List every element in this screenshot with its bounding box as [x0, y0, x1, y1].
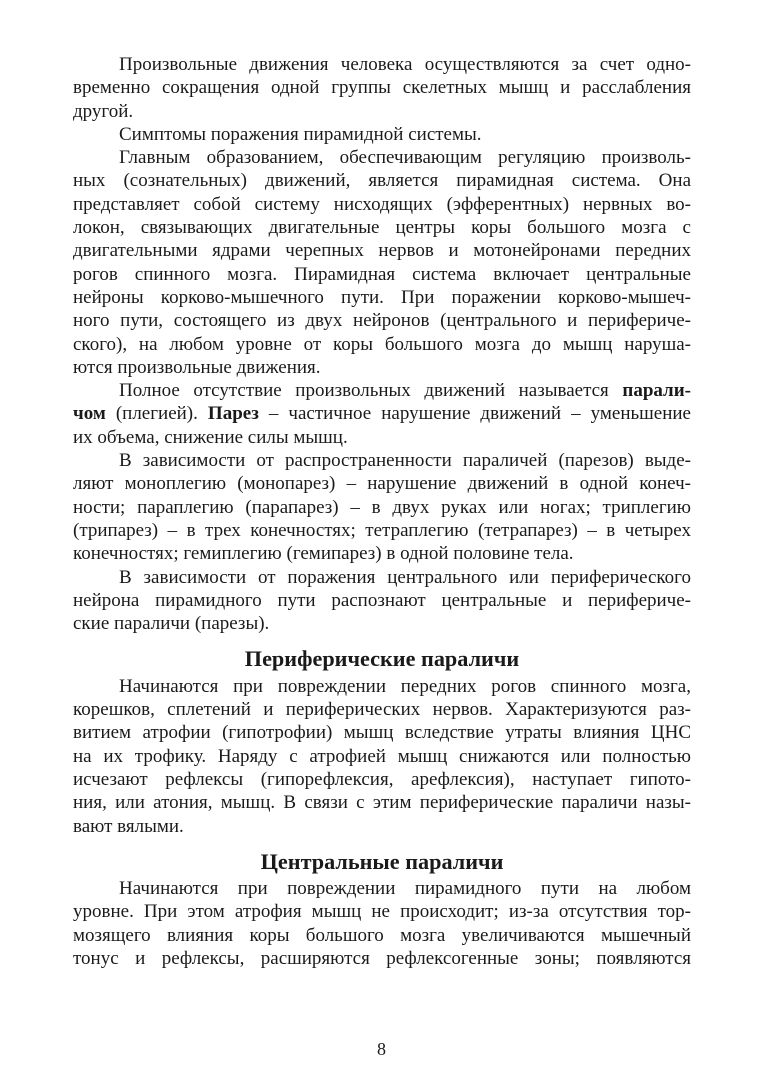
text-line — [73, 379, 691, 402]
paragraph-central-peripheral — [73, 566, 691, 636]
paragraph-paralysis-definition — [73, 379, 691, 449]
text-line: Главным образованием, обеспечивающим регуляцию произволь- — [119, 147, 691, 169]
term-paralysis: парали- — [622, 380, 691, 402]
paragraph-central-paralysis — [73, 877, 691, 970]
text-line: конечностях; гемиплегию (гемипарез) в одной половине тела. — [73, 543, 574, 565]
text-line: вают вялыми. — [73, 815, 184, 837]
text-line: нейроны корково-мышечного пути. При поражении корково-мышеч- — [73, 286, 691, 308]
text-line: В зависимости от распространенности параличей (парезов) выде- — [119, 450, 691, 472]
text-line: локон, связывающих двигательные центры коры большого мозга с — [73, 217, 691, 239]
text-line: корешков, сплетений и периферических нервов. Характеризуются раз- — [73, 699, 691, 721]
text-line: на их трофику. Наряду с атрофией мышц снижаются или полностью — [73, 745, 691, 767]
page-number: 8 — [377, 1039, 386, 1059]
text-line: двигательными ядрами черепных нервов и мотонейронами передних — [73, 240, 691, 262]
text-line: ляют моноплегию (монопарез) – нарушение движений в одной конеч- — [73, 473, 691, 495]
text-run: – частичное нарушение движений – уменьшение — [258, 403, 691, 425]
section-heading-peripheral: Периферические параличи — [244, 646, 520, 672]
text-line: ных (сознательных) движений, является пирамидная система. Она — [73, 170, 691, 192]
text-line: ются произвольные движения. — [73, 356, 321, 378]
text-line: временно сокращения одной группы скелетных мышц и расслабления — [73, 77, 691, 99]
text-line: ного пути, состоящего из двух нейронов (центрального и перифериче- — [73, 310, 691, 332]
paragraph-peripheral-paralysis — [73, 675, 691, 838]
text-line: Начинаются при повреждении передних рогов спинного мозга, — [119, 675, 691, 697]
term-paralysis-end: чом — [73, 403, 106, 425]
paragraph-pyramidal-system — [73, 146, 691, 379]
term-paresis: Парез — [207, 403, 259, 425]
text-line: Симптомы поражения пирамидной системы. — [119, 123, 482, 145]
text-line: ности; параплегию (парапарез) – в двух руках или ногах; триплегию — [73, 496, 691, 518]
paragraph-voluntary-movements — [73, 53, 691, 123]
text-line: В зависимости от поражения центрального или периферического — [119, 566, 691, 588]
text-line: ского), на любом уровне от коры большого мозга до мышц наруша- — [73, 333, 691, 355]
text-line: ские параличи (парезы). — [73, 613, 270, 635]
text-line — [73, 402, 691, 425]
text-line: нейрона пирамидного пути распознают центральные и перифериче- — [73, 589, 691, 611]
text-line: (трипарез) – в трех конечностях; тетраплегию (тетрапарез) – в четырех — [73, 519, 691, 541]
text-line: рогов спинного мозга. Пирамидная система включает центральные — [73, 263, 691, 285]
text-line: ния, или атония, мышц. В связи с этим периферические параличи назы- — [73, 792, 691, 814]
text-line: исчезают рефлексы (гипорефлексия, арефлексия), наступает гипото- — [73, 768, 691, 790]
text-run: Полное отсутствие произвольных движений называется — [119, 380, 623, 402]
paragraph-paralysis-types — [73, 449, 691, 565]
text-run: (плегией). — [105, 403, 208, 425]
text-line: мозящего влияния коры большого мозга увеличиваются мышечный — [73, 924, 691, 946]
section-heading-central: Центральные параличи — [260, 848, 504, 874]
text-line: их объема, снижение силы мышц. — [73, 426, 348, 448]
text-line: Произвольные движения человека осуществляются за счет одно- — [119, 54, 691, 75]
text-line: уровне. При этом атрофия мышц не происходит; из-за отсутствия тор- — [73, 901, 691, 923]
text-line: витием атрофии (гипотрофии) мышц вследствие утраты влияния ЦНС — [73, 722, 691, 744]
paragraph-symptoms-title — [73, 123, 691, 146]
text-line: тонус и рефлексы, расширяются рефлексогенные зоны; появляются — [73, 947, 691, 969]
text-line: другой. — [73, 100, 134, 122]
document-page — [73, 53, 691, 970]
text-line: представляет собой систему нисходящих (эфферентных) нервных во- — [73, 193, 691, 215]
text-line: Начинаются при повреждении пирамидного пути на любом — [119, 878, 691, 900]
